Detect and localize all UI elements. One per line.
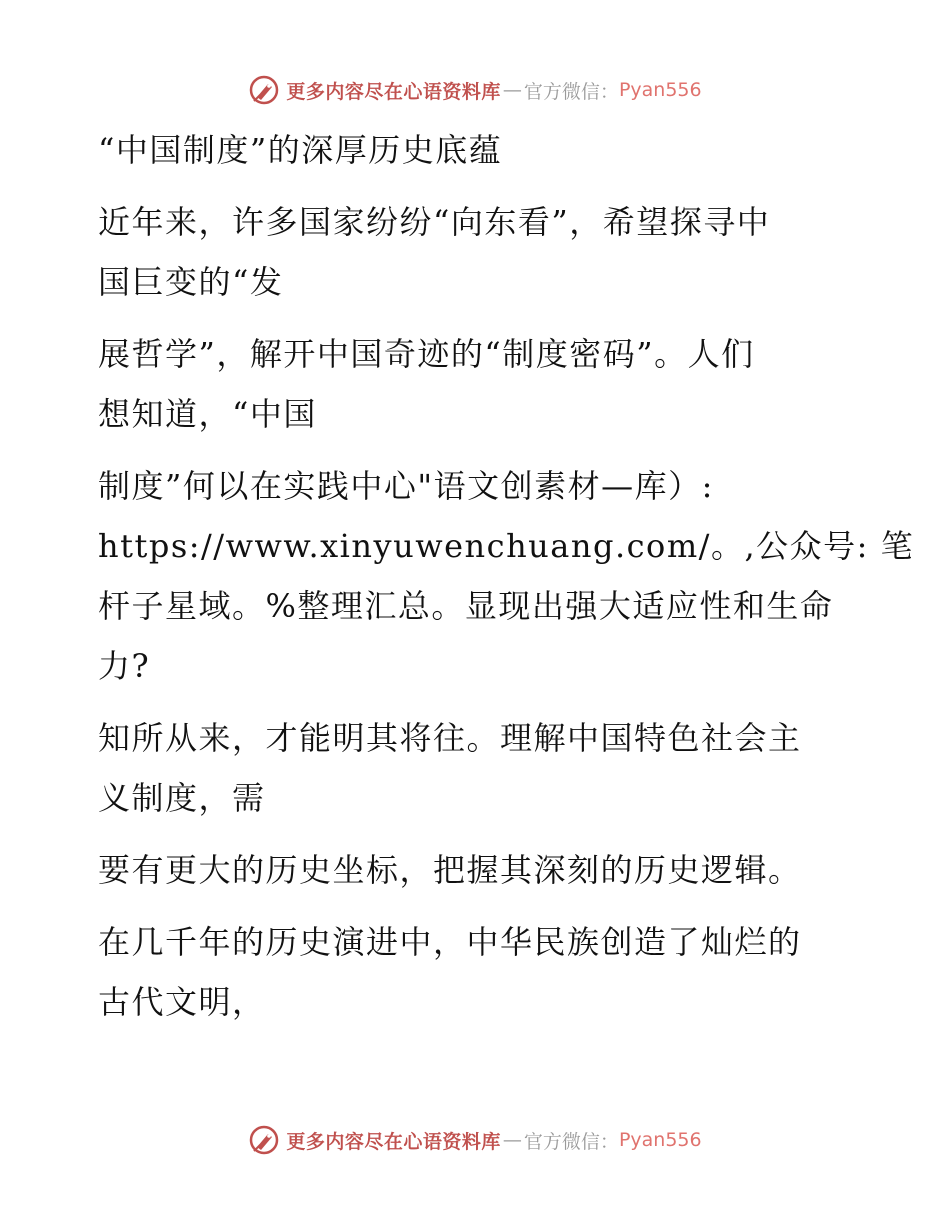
- watermark-wechat-id: Pyan556: [618, 1129, 702, 1151]
- footer-watermark: [0, 1120, 950, 1160]
- paragraph-line: 义制度，需: [98, 779, 266, 817]
- paragraph-line: 在几千年的历史演进中，中华民族创造了灿烂的: [98, 923, 802, 961]
- paragraph-line: 知所从来，才能明其将往。理解中国特色社会主: [98, 719, 802, 757]
- pen-nib-icon: [248, 1124, 280, 1156]
- paragraph-line: 力?: [98, 647, 151, 685]
- paragraph-line: 古代文明，: [98, 983, 266, 1021]
- paragraph-line: 展哲学”，解开中国奇迹的“制度密码”。人们: [98, 335, 755, 373]
- header-watermark: [0, 70, 950, 110]
- document-body: [98, 120, 915, 1032]
- paragraph-line: 要有更大的历史坐标，把握其深刻的历史逻辑。: [98, 851, 802, 889]
- pen-nib-icon: [248, 74, 280, 106]
- watermark-main-text: 更多内容尽在心语资料库: [286, 80, 501, 103]
- watermark-dash: —: [502, 79, 522, 101]
- watermark-main-text: 更多内容尽在心语资料库: [286, 1130, 501, 1153]
- document-title: “中国制度”的深厚历史底蕴: [98, 131, 503, 169]
- watermark-dash: —: [502, 1129, 522, 1151]
- paragraph-line: 国巨变的“发: [98, 263, 284, 301]
- paragraph-line: 制度”何以在实践中心"语文创素材—库）:: [98, 467, 714, 505]
- paragraph-line: 想知道，“中国: [98, 395, 317, 433]
- watermark-wechat-id: Pyan556: [618, 79, 702, 101]
- watermark-wechat-label: 官方微信：: [523, 1130, 619, 1153]
- paragraph-line: 近年来，许多国家纷纷“向东看”，希望探寻中: [98, 203, 771, 241]
- paragraph-line: 杆子星域。%整理汇总。显现出强大适应性和生命: [98, 587, 834, 625]
- watermark-wechat-label: 官方微信：: [523, 80, 619, 103]
- paragraph-line: https://www.xinyuwenchuang.com/。,公众号: 笔: [98, 527, 915, 565]
